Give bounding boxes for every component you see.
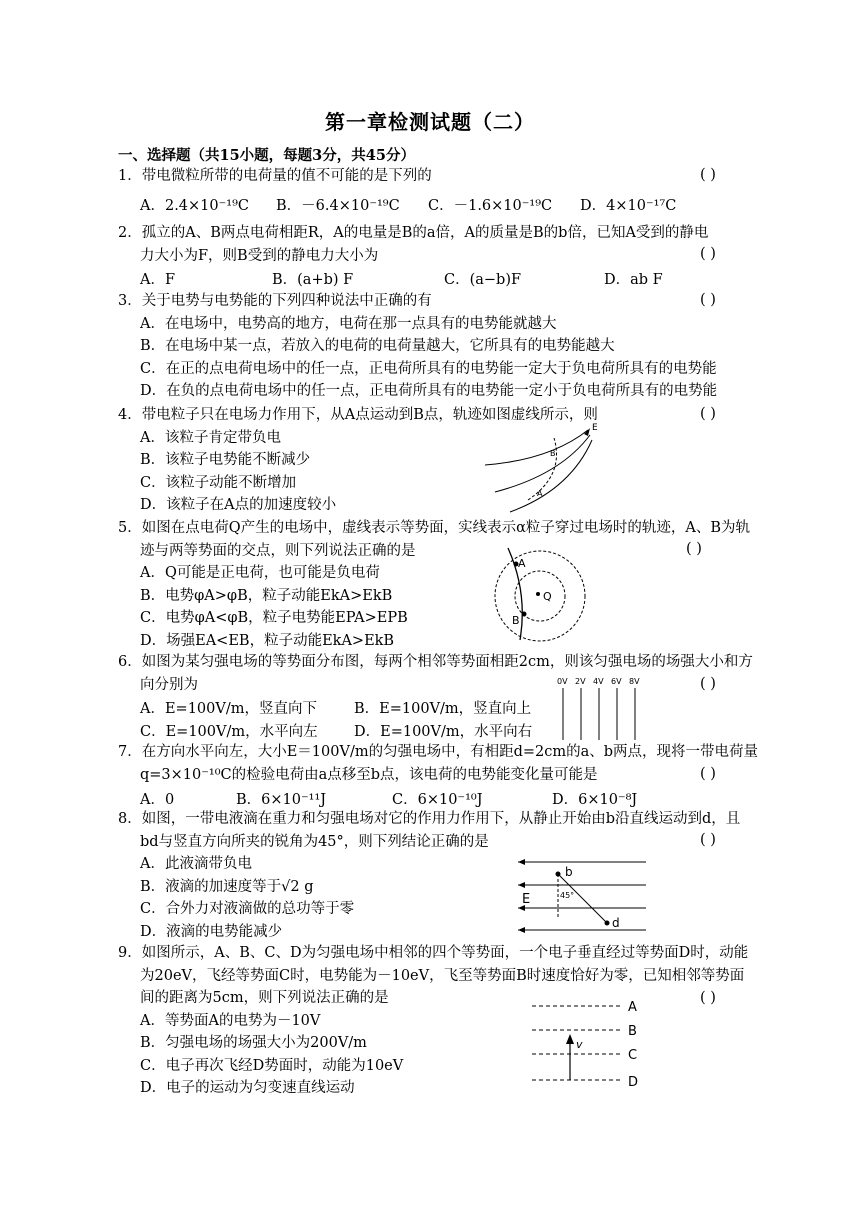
point-label-b: b bbox=[565, 865, 573, 879]
question-7-option-d: D．6×10⁻⁸J bbox=[552, 792, 638, 808]
question-3-option-b: B．在电场中某一点，若放入的电荷的电荷量越大，它所具有的电势能越大 bbox=[140, 338, 615, 354]
question-7-option-c: C．6×10⁻¹⁰J bbox=[392, 792, 483, 808]
field-label-e: E bbox=[592, 423, 598, 433]
question-3-option-c: C．在正的点电荷电场中的任一点，正电荷所具有的电势能一定大于负电荷所具有的电势能 bbox=[140, 360, 717, 377]
field-lines-figure bbox=[480, 420, 610, 515]
question-5 bbox=[118, 517, 788, 652]
question-5-line-1: 5．如图在点电荷Q产生的电场中，虚线表示等势面，实线表示α粒子穿过电场时的轨迹，A、B为轨 bbox=[118, 520, 751, 536]
question-4-stem: 4．带电粒子只在电场力作用下，从A点运动到B点，轨迹如图虚线所示，则 bbox=[118, 407, 598, 423]
question-7-line-1: 7．在方向水平向左，大小E＝100V/m的匀强电场中，有相距d=2cm的a、b两点，现将一带电荷量 bbox=[118, 744, 759, 760]
question-1 bbox=[118, 165, 788, 188]
question-1-option-b: B．－6.4×10⁻¹⁹C bbox=[276, 198, 400, 214]
question-8-line-1: 8．如图，一带电液滴在重力和匀强电场对它的作用力作用下，从静止开始由b沿直线运动到d，且 bbox=[118, 811, 741, 827]
surface-label-b: B bbox=[628, 1024, 637, 1039]
potential-label: 6V bbox=[611, 677, 622, 686]
surface-label-d: D bbox=[628, 1075, 639, 1090]
question-9-option-d: D．电子的运动为匀变速直线运动 bbox=[140, 1080, 355, 1096]
question-9-option-a: A．等势面A的电势为－10V bbox=[140, 1012, 321, 1029]
answer-bracket-2: ( ) bbox=[700, 246, 716, 262]
surface-label-c: C bbox=[628, 1048, 638, 1063]
point-label-b: B bbox=[550, 449, 556, 458]
question-4-option-c: C．该粒子动能不断增加 bbox=[140, 474, 297, 491]
question-1-stem: 1．带电微粒所带的电荷量的值不可能的是下列的 bbox=[118, 168, 432, 184]
question-4-option-d: D．该粒子在A点的加速度较小 bbox=[140, 497, 337, 513]
angle-label: 45° bbox=[560, 891, 575, 900]
question-7-line-2: q=3×10⁻¹⁰C的检验电荷由a点移至b点，该电荷的电势能变化量可能是 bbox=[140, 766, 598, 783]
answer-bracket-6: ( ) bbox=[700, 676, 716, 692]
question-2 bbox=[118, 222, 788, 267]
field-label-e: E bbox=[522, 892, 531, 907]
question-1-option-a: A．2.4×10⁻¹⁹C bbox=[140, 198, 250, 214]
question-8 bbox=[118, 808, 788, 943]
potential-label: 0V bbox=[557, 677, 568, 686]
equipotential-surfaces-figure bbox=[530, 996, 650, 1092]
question-8-option-a: A．此液滴带负电 bbox=[140, 856, 252, 872]
question-5-option-d: D．场强EA<EB，粒子动能EkA>EkB bbox=[140, 632, 395, 649]
question-9 bbox=[118, 942, 788, 1100]
question-8-line-2: bd与竖直方向所夹的锐角为45°，则下列结论正确的是 bbox=[140, 833, 489, 850]
question-2-option-a: A．F bbox=[140, 272, 176, 288]
question-2-line-1: 2．孤立的A、B两点电荷相距R，A的电量是B的a倍，A的质量是B的b倍，已知A受到的静电 bbox=[118, 225, 709, 241]
velocity-label: v bbox=[576, 1038, 583, 1051]
question-3 bbox=[118, 290, 788, 403]
question-6-option-b: B．E=100V/m，竖直向上 bbox=[354, 701, 532, 717]
question-6 bbox=[118, 651, 788, 696]
answer-bracket-9: ( ) bbox=[700, 990, 716, 1006]
question-1-option-c: C．－1.6×10⁻¹⁹C bbox=[428, 198, 553, 214]
question-5-option-a: A．Q可能是正电荷，也可能是负电荷 bbox=[140, 565, 380, 581]
question-1-option-d: D．4×10⁻¹⁷C bbox=[580, 198, 677, 214]
question-5-line-2: 迹与两等势面的交点，则下列说法正确的是 bbox=[140, 542, 416, 559]
surface-label-a: A bbox=[628, 1000, 637, 1015]
point-label-a: A bbox=[537, 489, 543, 498]
question-3-option-a: A．在电场中，电势高的地方，电荷在那一点具有的电势能就越大 bbox=[140, 315, 557, 332]
equipotential-lines-figure bbox=[555, 674, 650, 744]
question-6-line-1: 6．如图为某匀强电场的等势面分布图，每两个相邻等势面相距2cm，则该匀强电场的场强大小和方 bbox=[118, 654, 753, 670]
point-label-a: A bbox=[518, 557, 526, 570]
answer-bracket-3: ( ) bbox=[700, 292, 716, 308]
question-3-option-d: D．在负的点电荷电场中的任一点，正电荷所具有的电势能一定小于负电荷所具有的电势能 bbox=[140, 383, 718, 399]
question-9-line-1: 9．如图所示，A、B、C、D为匀强电场中相邻的四个等势面，一个电子垂直经过等势面D时，动能 bbox=[118, 945, 749, 961]
question-5-option-c: C．电势φA<φB，粒子电势能EPA>EPB bbox=[140, 610, 408, 626]
question-9-option-b: B．匀强电场的场强大小为200V/m bbox=[140, 1035, 367, 1051]
question-2-option-c: C．(a−b)F bbox=[444, 272, 522, 288]
question-9-option-c: C．电子再次飞经D势面时，动能为10eV bbox=[140, 1057, 404, 1074]
question-5-option-b: B．电势φA>φB，粒子动能EkA>EkB bbox=[140, 587, 393, 604]
question-3-stem: 3．关于电势与电势能的下列四种说法中正确的有 bbox=[118, 293, 432, 309]
question-8-option-b: B．液滴的加速度等于√2 g bbox=[140, 878, 314, 895]
point-label-b: B bbox=[512, 614, 520, 627]
section-heading: 一、选择题（共15小题，每题3分，共45分） bbox=[118, 147, 415, 164]
question-7-option-b: B．6×10⁻¹¹J bbox=[236, 792, 327, 808]
question-9-line-3: 间的距离为5cm，则下列说法正确的是 bbox=[140, 990, 389, 1006]
potential-label: 4V bbox=[593, 677, 604, 686]
potential-label: 8V bbox=[629, 677, 640, 686]
question-8-option-d: D．液滴的电势能减少 bbox=[140, 923, 283, 940]
question-4-option-b: B．该粒子电势能不断减少 bbox=[140, 452, 311, 468]
potential-label: 2V bbox=[575, 677, 586, 686]
answer-bracket-4: ( ) bbox=[700, 406, 716, 422]
question-7 bbox=[118, 741, 788, 786]
question-6-line-2: 向分别为 bbox=[140, 676, 198, 693]
answer-bracket-7: ( ) bbox=[700, 766, 716, 782]
answer-bracket-8: ( ) bbox=[700, 832, 716, 848]
question-6-option-c: C．E=100V/m，水平向左 bbox=[140, 724, 318, 740]
question-4-option-a: A．该粒子肯定带负电 bbox=[140, 429, 281, 446]
question-7-option-a: A．0 bbox=[140, 792, 175, 808]
charge-label-q: Q bbox=[543, 590, 552, 603]
answer-bracket-1: ( ) bbox=[700, 167, 716, 183]
droplet-field-figure bbox=[514, 852, 654, 934]
question-4 bbox=[118, 404, 788, 517]
page-title: 第一章检测试题（二） bbox=[325, 110, 535, 134]
answer-bracket-5: ( ) bbox=[686, 541, 702, 557]
question-2-option-b: B．(a+b) F bbox=[272, 272, 354, 288]
question-8-option-c: C．合外力对液滴做的总功等于零 bbox=[140, 901, 355, 917]
question-6-option-d: D．E=100V/m，水平向右 bbox=[354, 724, 533, 740]
point-label-d: d bbox=[612, 916, 620, 930]
question-6-option-a: A．E=100V/m，竖直向下 bbox=[140, 701, 317, 717]
question-9-line-2: 为20eV，飞经等势面C时，电势能为－10eV，飞至等势面B时速度恰好为零，已知相邻等势面 bbox=[140, 967, 745, 984]
point-charge-figure bbox=[488, 548, 588, 648]
question-2-option-d: D．ab F bbox=[604, 272, 663, 288]
question-2-line-2: 力大小为F，则B受到的静电力大小为 bbox=[140, 247, 379, 264]
